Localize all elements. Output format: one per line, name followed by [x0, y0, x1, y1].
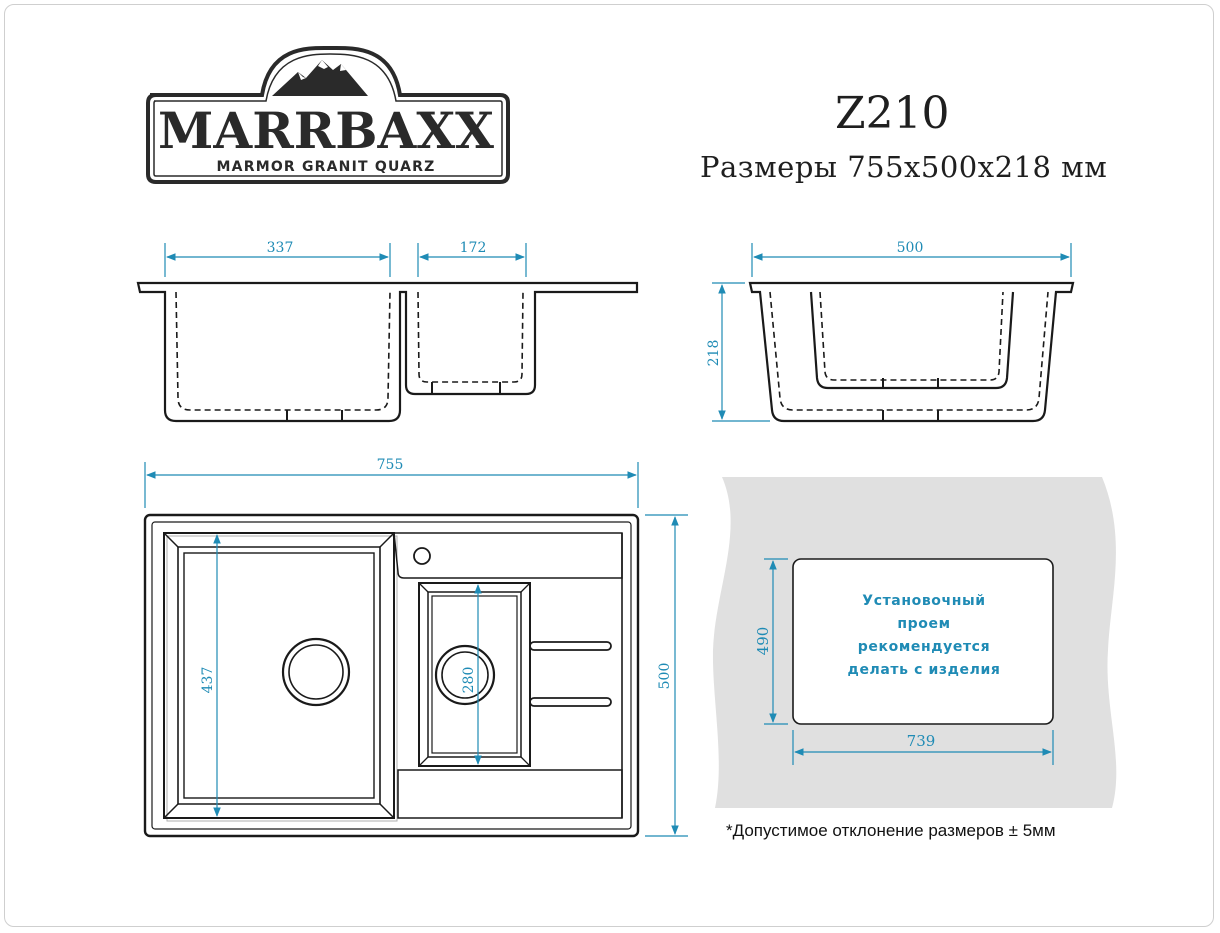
dim-main-bowl: 437 — [200, 666, 216, 694]
tolerance-footnote: *Допустимое отклонение размеров ± 5мм — [726, 821, 1056, 840]
brand-logo — [148, 48, 508, 182]
dim-left-bowl: 337 — [266, 240, 294, 256]
cutout-line: делать с изделия — [847, 662, 1001, 678]
dim-side-height: 218 — [706, 339, 722, 367]
dim-plan-depth: 500 — [657, 662, 673, 690]
dim-side-width: 500 — [896, 240, 924, 256]
dim-cutout-width: 739 — [906, 732, 936, 750]
dim-right-bowl: 172 — [459, 240, 487, 256]
plan-view — [145, 515, 638, 836]
dim-small-bowl: 280 — [461, 666, 477, 694]
cutout-instruction — [795, 590, 1053, 682]
dim-plan-length: 755 — [376, 457, 404, 473]
dimensions-title: Размеры 755х500х218 мм — [700, 150, 1108, 184]
section-view — [138, 283, 637, 421]
side-view — [750, 283, 1073, 421]
cutout-line: Установочный — [862, 593, 986, 609]
model-number: Z210 — [835, 88, 950, 139]
cutout-line: рекомендуется — [857, 639, 991, 655]
dim-cutout-height: 490 — [754, 626, 772, 656]
brand-name: MARRBAXX — [158, 101, 494, 160]
cutout-line: проем — [897, 616, 951, 632]
brand-tagline: MARMOR GRANIT QUARZ — [216, 159, 436, 175]
